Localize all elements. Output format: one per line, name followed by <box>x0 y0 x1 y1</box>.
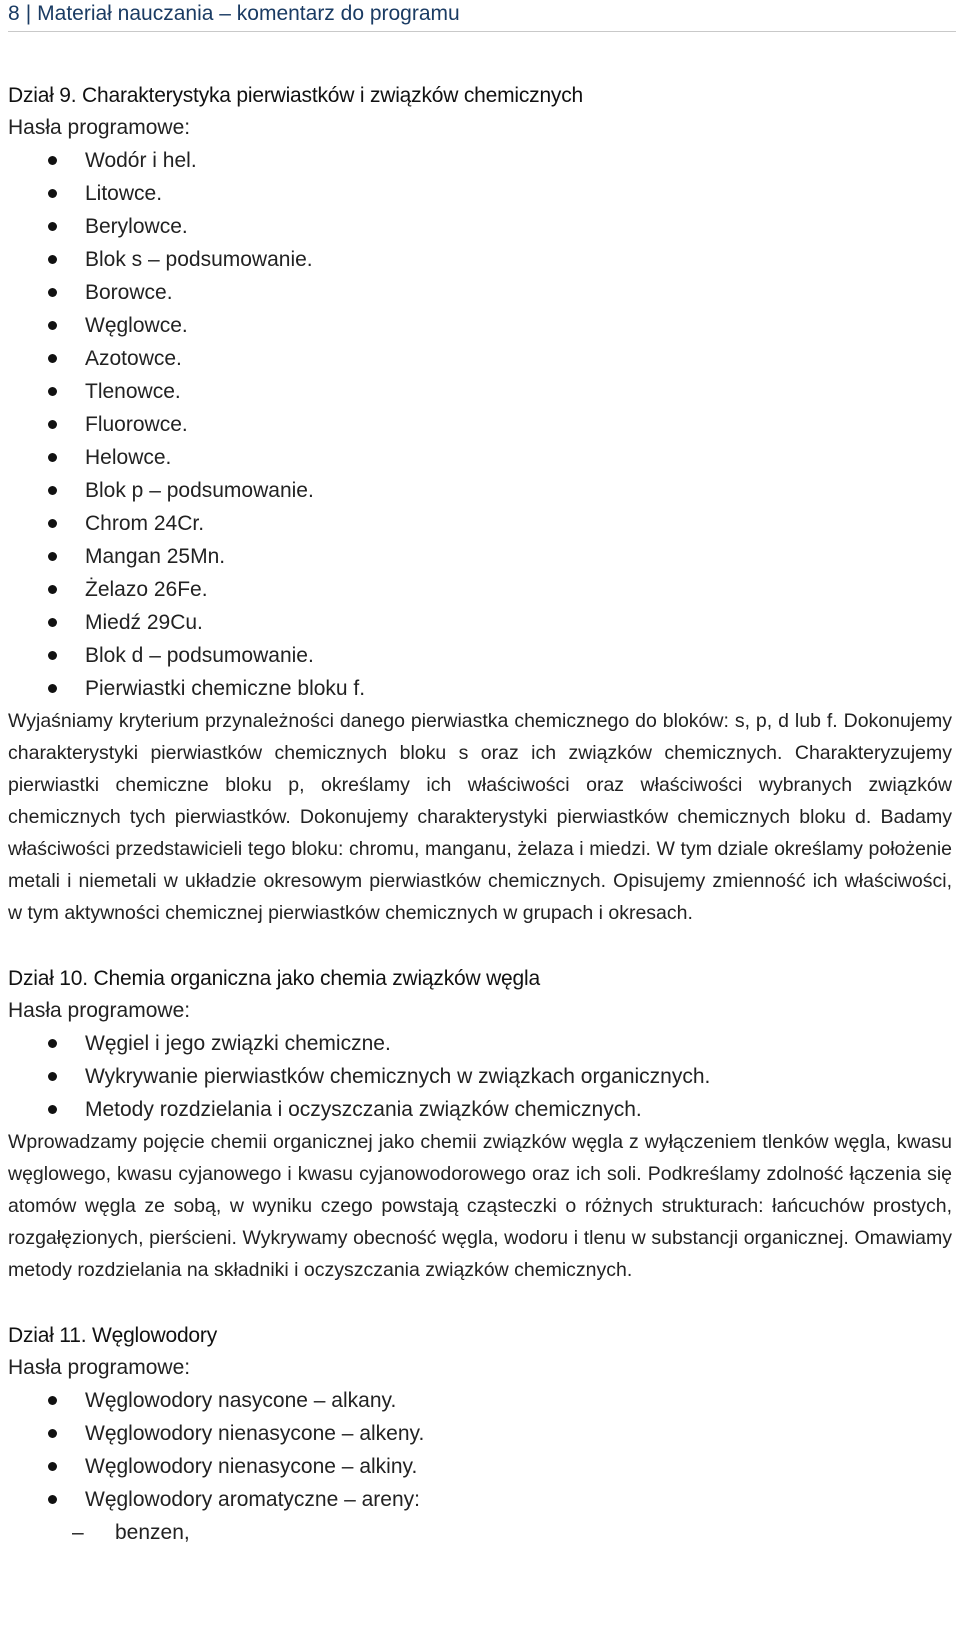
list-item-text: Blok p – podsumowanie. <box>85 479 314 502</box>
list-item-text: Węglowodory nienasycone – alkeny. <box>85 1422 425 1445</box>
section-title: Dział 11. Węglowodory <box>8 1324 217 1347</box>
list-item <box>8 243 952 276</box>
list-item-text: Węglowce. <box>85 314 188 337</box>
bullet-icon <box>48 321 57 330</box>
section-label: Hasła programowe: <box>8 999 191 1022</box>
list-item <box>8 672 952 705</box>
topic-list <box>8 144 952 705</box>
bullet-icon <box>48 1396 57 1405</box>
list-item <box>8 1483 952 1516</box>
list-item-text: Fluorowce. <box>85 413 188 436</box>
header-title: Materiał nauczania – komentarz do programu <box>37 2 460 25</box>
list-item <box>8 309 952 342</box>
list-item-text: Borowce. <box>85 281 173 304</box>
section-description: Wprowadzamy pojęcie chemii organicznej jako chemii związków węgla z wyłączeniem tlenków węgla, kwasu węglowego, kwasu cyjanowego i kwasu cyjanowodorowego oraz ich soli. Podkreślamy zdolność łączenia się atomów węgla ze sobą, w wyniku czego powstają cząsteczki o różnych strukturach: łańcuchów prostych, rozgałęzionych, pierścieni. Wykrywamy obecność węgla, wodoru i tlenu w substancji organicznej. Omawiamy metody rozdzielania na składniki i oczyszczania związków chemicznych. <box>8 1131 952 1281</box>
header-separator: | <box>25 2 32 25</box>
bullet-icon <box>48 552 57 561</box>
list-item <box>8 1417 952 1450</box>
list-item-text: Helowce. <box>85 446 172 469</box>
bullet-icon <box>48 1039 57 1048</box>
bullet-icon <box>48 453 57 462</box>
list-item-text: Tlenowce. <box>85 380 181 403</box>
page-header <box>8 0 956 32</box>
subtopic-list <box>8 1516 952 1549</box>
section-title: Dział 10. Chemia organiczna jako chemia związków węgla <box>8 967 540 990</box>
list-item <box>8 408 952 441</box>
list-item-text: Wykrywanie pierwiastków chemicznych w związkach organicznych. <box>85 1065 711 1088</box>
list-item <box>8 342 952 375</box>
bullet-icon <box>48 387 57 396</box>
bullet-icon <box>48 255 57 264</box>
section-dzial-11 <box>8 1320 952 1549</box>
list-item <box>8 1450 952 1483</box>
bullet-icon <box>48 1462 57 1471</box>
bullet-icon <box>48 684 57 693</box>
list-item-text: Blok s – podsumowanie. <box>85 248 313 271</box>
bullet-icon <box>48 156 57 165</box>
section-dzial-9 <box>8 80 952 929</box>
bullet-icon <box>48 189 57 198</box>
bullet-icon <box>48 1105 57 1114</box>
list-item-text: Węglowodory nienasycone – alkiny. <box>85 1455 418 1478</box>
list-item-text: Żelazo 26Fe. <box>85 578 208 601</box>
list-item-text: Miedź 29Cu. <box>85 611 203 634</box>
list-item <box>8 1093 952 1126</box>
list-item <box>8 507 952 540</box>
list-item-text: Węglowodory nasycone – alkany. <box>85 1389 397 1412</box>
list-item-text: Metody rozdzielania i oczyszczania związków chemicznych. <box>85 1098 642 1121</box>
list-item <box>8 276 952 309</box>
section-label: Hasła programowe: <box>8 116 191 139</box>
topic-list <box>8 1027 952 1126</box>
list-item <box>8 177 952 210</box>
list-item <box>8 1384 952 1417</box>
bullet-icon <box>48 486 57 495</box>
page-number: 8 <box>8 2 20 25</box>
bullet-icon <box>48 1072 57 1081</box>
section-dzial-10 <box>8 963 952 1286</box>
list-item <box>8 540 952 573</box>
list-item <box>8 639 952 672</box>
page-content <box>8 80 952 1549</box>
list-item <box>8 1060 952 1093</box>
list-item-text: Berylowce. <box>85 215 188 238</box>
list-item <box>8 144 952 177</box>
bullet-icon <box>48 1429 57 1438</box>
list-item-text: Chrom 24Cr. <box>85 512 205 535</box>
bullet-icon <box>48 222 57 231</box>
list-item <box>8 606 952 639</box>
section-label: Hasła programowe: <box>8 1356 191 1379</box>
list-item <box>8 210 952 243</box>
bullet-icon <box>48 585 57 594</box>
list-item-text: Pierwiastki chemiczne bloku f. <box>85 677 366 700</box>
list-item-text: Mangan 25Mn. <box>85 545 226 568</box>
sub-list-item-text: benzen, <box>115 1521 190 1544</box>
list-item-text: Węgiel i jego związki chemiczne. <box>85 1032 391 1055</box>
bullet-icon <box>48 420 57 429</box>
list-item <box>8 375 952 408</box>
bullet-icon <box>48 519 57 528</box>
bullet-icon <box>48 288 57 297</box>
dash-marker: – <box>72 1521 84 1544</box>
list-item-text: Węglowodory aromatyczne – areny: <box>85 1488 420 1511</box>
list-item-text: Azotowce. <box>85 347 182 370</box>
list-item-text: Litowce. <box>85 182 163 205</box>
list-item <box>8 573 952 606</box>
list-item <box>8 474 952 507</box>
section-description: Wyjaśniamy kryterium przynależności danego pierwiastka chemicznego do bloków: s, p, d lub f. Dokonujemy charakterystyki pierwiastków chemicznych bloku s oraz ich związków chemicznych. Charakteryzujemy pierwiastki chemiczne bloku p, określamy ich właściwości oraz właściwości wybranych związków chemicznych tych pierwiastków. Dokonujemy charakterystyki pierwiastków chemicznych bloku d. Badamy właściwości przedstawicieli tego bloku: chromu, manganu, żelaza i miedzi. W tym dziale określamy położenie metali i niemetali w układzie okresowym pierwiastków chemicznych. Opisujemy zmienność ich właściwości, w tym aktywności chemicznej pierwiastków chemicznych w grupach i okresach. <box>8 710 952 924</box>
bullet-icon <box>48 1495 57 1504</box>
bullet-icon <box>48 618 57 627</box>
bullet-icon <box>48 354 57 363</box>
bullet-icon <box>48 651 57 660</box>
list-item-text: Blok d – podsumowanie. <box>85 644 314 667</box>
sub-list-item <box>8 1516 952 1549</box>
section-title: Dział 9. Charakterystyka pierwiastków i związków chemicznych <box>8 84 584 107</box>
list-item-text: Wodór i hel. <box>85 149 197 172</box>
list-item <box>8 441 952 474</box>
list-item <box>8 1027 952 1060</box>
topic-list <box>8 1384 952 1516</box>
